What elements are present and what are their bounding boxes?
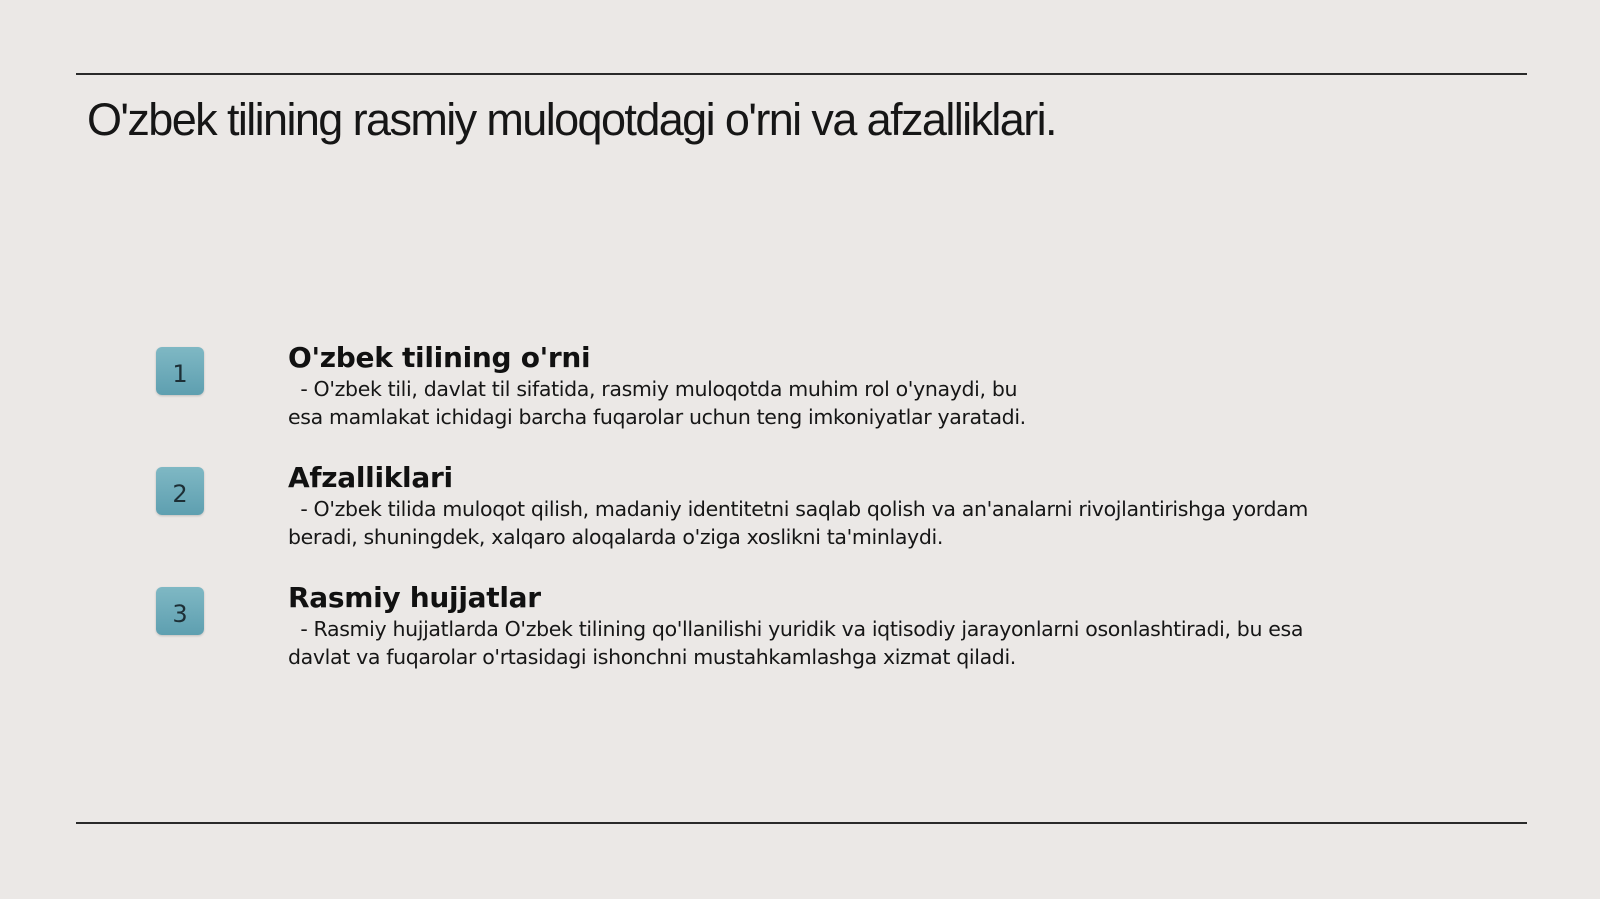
item-heading-3: Rasmiy hujjatlar bbox=[288, 581, 541, 614]
number-badge-2: 2 bbox=[156, 467, 204, 515]
item-heading-2: Afzalliklari bbox=[288, 461, 453, 494]
item-description-3 bbox=[288, 615, 1428, 671]
bottom-divider bbox=[76, 822, 1527, 824]
item-description-line: esa mamlakat ichidagi barcha fuqarolar uchun teng imkoniyatlar yaratadi. bbox=[288, 405, 1026, 429]
top-divider bbox=[76, 73, 1527, 75]
item-description-2 bbox=[288, 495, 1428, 551]
item-description-line: - O'zbek tilida muloqot qilish, madaniy identitetni saqlab qolish va an'analarni rivojlantirishga yordam bbox=[288, 497, 1308, 521]
item-content-3 bbox=[288, 581, 1428, 671]
item-description-1 bbox=[288, 375, 1428, 431]
item-description-line: - O'zbek tili, davlat til sifatida, rasmiy muloqotda muhim rol o'ynaydi, bu bbox=[288, 377, 1018, 401]
slide-title: O'zbek tilining rasmiy muloqotdagi o'rni va afzalliklari. bbox=[87, 94, 1056, 145]
item-heading-1: O'zbek tilining o'rni bbox=[288, 341, 591, 374]
number-badge-1: 1 bbox=[156, 347, 204, 395]
item-content-1 bbox=[288, 341, 1428, 431]
item-description-line: - Rasmiy hujjatlarda O'zbek tilining qo'llanilishi yuridik va iqtisodiy jarayonlarni osonlashtiradi, bu esa bbox=[288, 617, 1304, 641]
item-description-line: davlat va fuqarolar o'rtasidagi ishonchni mustahkamlashga xizmat qiladi. bbox=[288, 645, 1016, 669]
item-content-2 bbox=[288, 461, 1428, 551]
number-badge-3: 3 bbox=[156, 587, 204, 635]
item-description-line: beradi, shuningdek, xalqaro aloqalarda o'ziga xoslikni ta'minlaydi. bbox=[288, 525, 944, 549]
